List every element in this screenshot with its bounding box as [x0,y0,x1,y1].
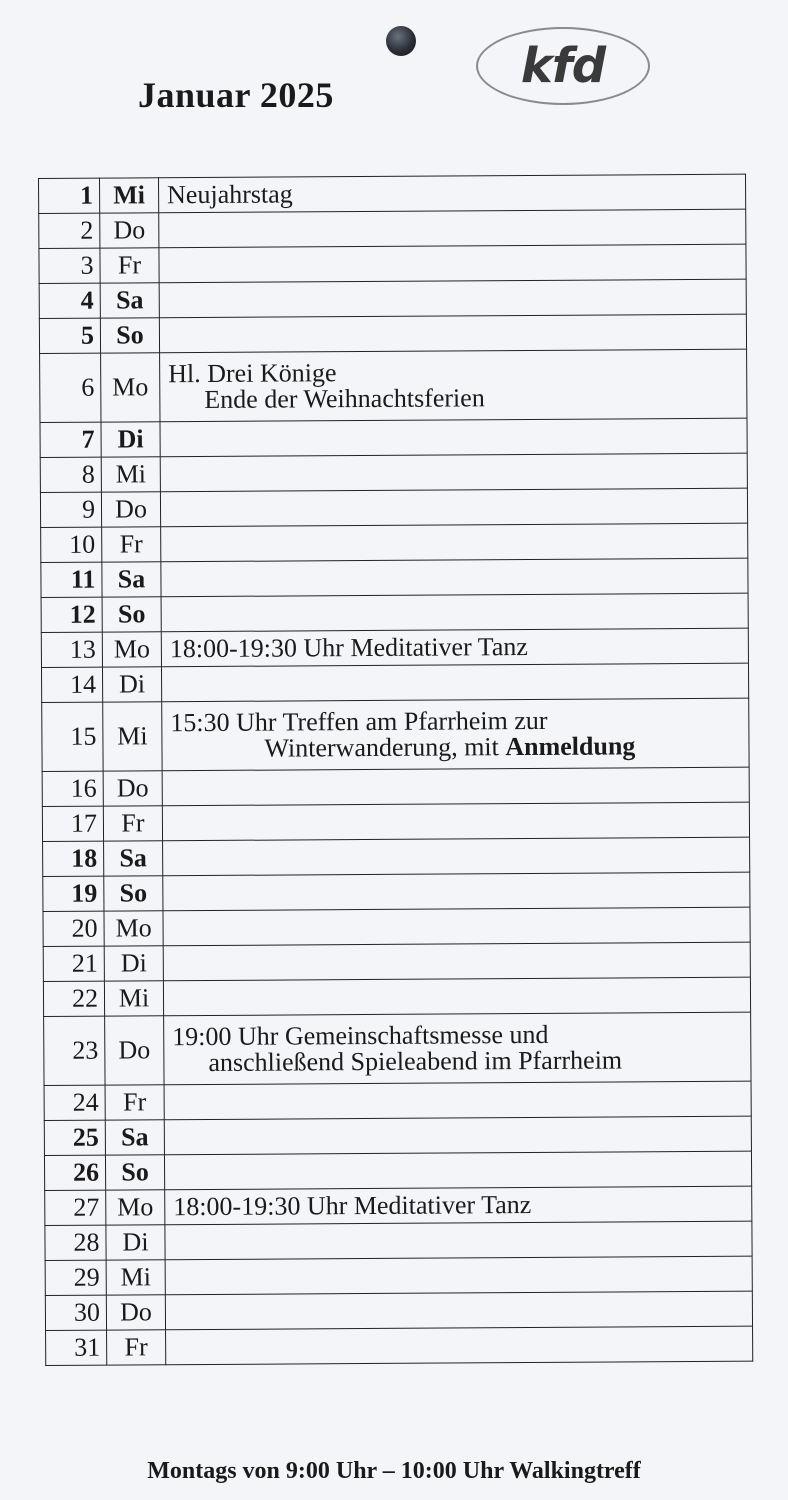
day-row [39,314,746,353]
day-row [45,1186,752,1225]
day-number: 19 [43,876,104,911]
footer-note: Montags von 9:00 Uhr – 10:00 Uhr Walkingtreff [147,1458,641,1484]
kfd-logo [476,27,650,105]
day-row [39,209,746,248]
day-row [43,907,750,946]
event-text [170,733,748,763]
day-of-week: Fr [107,1330,166,1365]
day-row [41,663,748,702]
day-number: 14 [41,667,102,702]
event-cell [161,523,748,562]
day-row [42,698,749,771]
event-cell [163,942,750,981]
punch-hole [386,26,416,56]
day-row [40,453,747,492]
day-of-week: Fr [102,527,161,562]
day-row [43,837,750,876]
day-number: 27 [45,1190,106,1225]
day-number: 22 [43,981,104,1016]
event-cell [161,663,748,702]
day-number: 24 [44,1085,105,1120]
day-of-week: Di [102,667,161,702]
day-number: 5 [39,318,100,353]
day-of-week: So [105,1155,164,1190]
day-of-week: Do [105,1016,164,1085]
event-text: anschließend Spieleabend im Pfarrheim [208,1045,623,1077]
event-text: Hl. Drei Könige [168,358,337,389]
event-cell [163,977,750,1016]
day-number: 12 [41,597,102,632]
day-of-week: Fr [100,248,159,283]
day-of-week: Mo [104,911,163,946]
event-cell [163,907,750,946]
event-cell [162,698,749,771]
day-row [39,279,746,318]
day-of-week: Di [101,422,160,457]
event-cell [159,209,746,248]
calendar-table [38,174,753,1366]
day-number: 4 [39,283,100,318]
day-number: 1 [39,178,100,213]
event-cell [165,1291,752,1330]
event-text-part: Winterwanderung, mit [264,732,506,763]
event-cell [165,1256,752,1295]
day-of-week: Do [100,213,159,248]
event-text: 18:00-19:30 Uhr Meditativer Tanz [169,632,528,664]
day-of-week: Fr [103,806,162,841]
day-of-week: Mi [100,178,159,213]
day-row [42,767,749,806]
day-of-week: So [100,318,159,353]
day-number: 13 [41,632,102,667]
day-number: 16 [42,771,103,806]
event-text: Neujahrstag [167,179,293,210]
event-cell [161,558,748,597]
day-of-week: Sa [104,841,163,876]
day-of-week: Di [106,1225,165,1260]
day-number: 8 [40,457,101,492]
day-of-week: Fr [105,1085,164,1120]
day-number: 20 [43,911,104,946]
day-row [41,628,748,667]
day-of-week: So [102,597,161,632]
event-text: 18:00-19:30 Uhr Meditativer Tanz [173,1190,532,1222]
event-cell [160,349,747,422]
event-cell [164,1116,751,1155]
day-of-week: Sa [102,562,161,597]
event-text: 15:30 Uhr Treffen am Pfarrheim zur [170,705,548,738]
day-of-week: Mo [102,632,161,667]
day-number: 25 [44,1120,105,1155]
event-text-bold: Anmeldung [505,731,636,762]
logo-text: kfd [520,38,606,94]
event-cell [160,453,747,492]
day-number: 29 [45,1260,106,1295]
day-number: 17 [42,806,103,841]
day-row [43,872,750,911]
day-of-week: Mi [103,702,162,771]
day-of-week: Mi [101,457,160,492]
day-of-week: Do [101,492,160,527]
day-number: 9 [40,492,101,527]
month-title: Januar 2025 [138,75,334,115]
day-row [44,1151,751,1190]
day-of-week: Mo [101,353,160,422]
day-of-week: Mi [106,1260,165,1295]
day-number: 31 [46,1330,107,1365]
day-row [43,977,750,1016]
day-row [39,174,746,213]
day-row [39,244,746,283]
day-number: 3 [39,248,100,283]
day-number: 15 [42,702,103,771]
day-number: 30 [45,1295,106,1330]
event-cell [159,314,746,353]
day-of-week: Di [104,946,163,981]
day-row [44,1012,751,1085]
day-row [41,593,748,632]
event-cell [165,1221,752,1260]
day-of-week: So [104,876,163,911]
day-of-week: Sa [105,1120,164,1155]
event-cell [160,418,747,457]
event-cell [160,488,747,527]
day-of-week: Mo [106,1190,165,1225]
day-row [45,1256,752,1295]
day-row [44,1081,751,1120]
day-number: 28 [45,1225,106,1260]
day-number: 18 [43,841,104,876]
day-row [43,942,750,981]
day-row [46,1326,753,1365]
day-number: 11 [41,562,102,597]
day-number: 21 [43,946,104,981]
event-cell [162,802,749,841]
day-row [41,523,748,562]
day-row [40,418,747,457]
day-number: 6 [40,353,101,422]
event-cell [164,1151,751,1190]
day-row [40,349,747,422]
event-cell [161,593,748,632]
day-number: 10 [41,527,102,562]
event-cell [159,279,746,318]
event-cell [163,872,750,911]
event-cell [165,1186,752,1225]
day-number: 2 [39,213,100,248]
day-row [41,558,748,597]
day-of-week: Do [106,1295,165,1330]
day-of-week: Mi [104,981,163,1016]
event-cell [164,1081,751,1120]
day-number: 26 [44,1155,105,1190]
day-row [45,1291,752,1330]
day-number: 23 [44,1016,105,1085]
event-cell [162,767,749,806]
event-cell [163,837,750,876]
event-text: 19:00 Uhr Gemeinschaftsmesse und [172,1019,549,1052]
event-text: Ende der Weihnachtsferien [204,383,485,414]
day-row [45,1221,752,1260]
event-cell [159,244,746,283]
day-of-week: Sa [100,283,159,318]
day-row [44,1116,751,1155]
event-cell [159,174,746,213]
event-cell [161,628,748,667]
day-row [42,802,749,841]
event-cell [166,1326,753,1365]
day-number: 7 [40,422,101,457]
day-of-week: Do [103,771,162,806]
day-row [40,488,747,527]
event-cell [164,1012,751,1085]
